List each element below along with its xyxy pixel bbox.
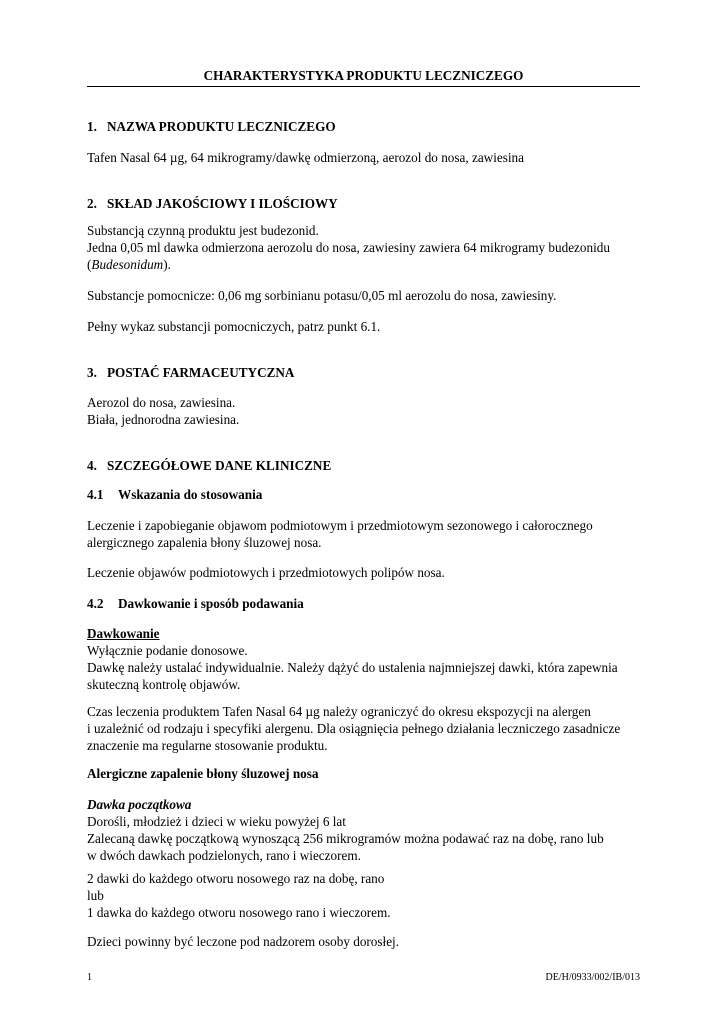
paren-close: ). (163, 257, 171, 272)
initial-dose-line-1: Dorośli, młodzież i dzieci w wieku powyżej 6 lat (87, 814, 346, 829)
section-4-2-heading (87, 595, 640, 612)
dosing-options-block (87, 870, 640, 921)
initial-dose-heading: Dawka początkowa (87, 797, 192, 812)
paren-open: ( (87, 257, 92, 272)
section-2-paragraph-1 (87, 222, 640, 273)
section-2-p1-line-1: Substancją czynną produktu jest budezonid. (87, 223, 319, 238)
allergic-rhinitis-heading: Alergiczne zapalenie błony śluzowej nosa (87, 766, 319, 781)
dosage-line-3: skuteczną kontrolę objawów. (87, 677, 241, 692)
treatment-duration-paragraph (87, 703, 640, 754)
page-number: 1 (87, 972, 92, 983)
dosage-line-1: Wyłącznie podanie donosowe. (87, 643, 248, 658)
section-4-title: SZCZEGÓŁOWE DANE KLINICZNE (107, 458, 332, 473)
section-1-title: NAZWA PRODUKTU LECZNICZEGO (107, 119, 336, 134)
document-title: CHARAKTERYSTYKA PRODUKTU LECZNICZEGO (203, 68, 524, 83)
initial-dose-block (87, 796, 640, 864)
section-1-heading (87, 118, 640, 135)
section-1-number: 1. (87, 119, 97, 134)
section-2-title: SKŁAD JAKOŚCIOWY I ILOŚCIOWY (107, 196, 338, 211)
initial-dose-line-3: w dwóch dawkach podzielonych, rano i wieczorem. (87, 848, 361, 863)
treatment-line-1: Czas leczenia produktem Tafen Nasal 64 µg należy ograniczyć do okresu ekspozycji na alergen (87, 704, 591, 719)
section-3-number: 3. (87, 365, 97, 380)
section-3-title: POSTAĆ FARMACEUTYCZNA (107, 365, 295, 380)
initial-dose-line-2: Zalecaną dawkę początkową wynoszącą 256 mikrogramów można podawać raz na dobę, rano lub (87, 831, 604, 846)
document-reference: DE/H/0933/002/IB/013 (545, 972, 640, 983)
section-4-number: 4. (87, 458, 97, 473)
section-4-1-number: 4.1 (87, 487, 104, 502)
treatment-line-2: i uzależnić od rodzaju i specyfiki alergenu. Dla osiągnięcia pełnego działania leczniczego zasadnicze (87, 721, 621, 736)
section-2-p1-line-3 (87, 256, 640, 273)
dosage-heading: Dawkowanie (87, 626, 160, 641)
section-3-line-2: Biała, jednorodna zawiesina. (87, 412, 240, 427)
dosing-option-2: 1 dawka do każdego otworu nosowego rano i wieczorem. (87, 905, 391, 920)
section-4-1-title: Wskazania do stosowania (118, 487, 263, 502)
section-4-2-title: Dawkowanie i sposób podawania (118, 596, 304, 611)
treatment-line-3: znaczenie ma regularne stosowanie produktu. (87, 738, 328, 753)
section-2-paragraph-3: Pełny wykaz substancji pomocniczych, patrz punkt 6.1. (87, 319, 381, 334)
section-4-1-p1-line-2: alergicznego zapalenia błony śluzowej nosa. (87, 535, 322, 550)
children-supervision-text: Dzieci powinny być leczone pod nadzorem osoby dorosłej. (87, 934, 400, 949)
section-2-p1-line-2: Jedna 0,05 ml dawka odmierzona aerozolu do nosa, zawiesiny zawiera 64 mikrogramy budezonidu (87, 240, 610, 255)
section-3-heading (87, 364, 640, 381)
section-4-1-paragraph-2: Leczenie objawów podmiotowych i przedmiotowych polipów nosa. (87, 565, 445, 580)
dosing-option-1: 2 dawki do każdego otworu nosowego raz na dobę, rano (87, 871, 385, 886)
section-2-paragraph-2: Substancje pomocnicze: 0,06 mg sorbinianu potasu/0,05 ml aerozolu do nosa, zawiesiny. (87, 288, 557, 303)
section-4-heading (87, 457, 640, 474)
dosing-option-or: lub (87, 888, 104, 903)
section-3-line-1: Aerozol do nosa, zawiesina. (87, 395, 236, 410)
section-4-1-heading (87, 486, 640, 503)
document-page (87, 0, 640, 1024)
section-4-1-p1-line-1: Leczenie i zapobieganie objawom podmiotowym i przedmiotowym sezonowego i całorocznego (87, 518, 593, 533)
section-2-heading (87, 195, 640, 212)
latin-substance-name: Budesonidum (91, 257, 164, 272)
section-4-1-paragraph-1 (87, 517, 640, 551)
section-1-text: Tafen Nasal 64 µg, 64 mikrogramy/dawkę odmierzoną, aerozol do nosa, zawiesina (87, 150, 524, 165)
section-3-text (87, 394, 640, 428)
dosage-line-2: Dawkę należy ustalać indywidualnie. Należy dążyć do ustalenia najmniejszej dawki, która zapewnia (87, 660, 618, 675)
dosage-block (87, 625, 640, 693)
section-2-number: 2. (87, 196, 97, 211)
title-divider (87, 86, 640, 87)
section-4-2-number: 4.2 (87, 596, 104, 611)
